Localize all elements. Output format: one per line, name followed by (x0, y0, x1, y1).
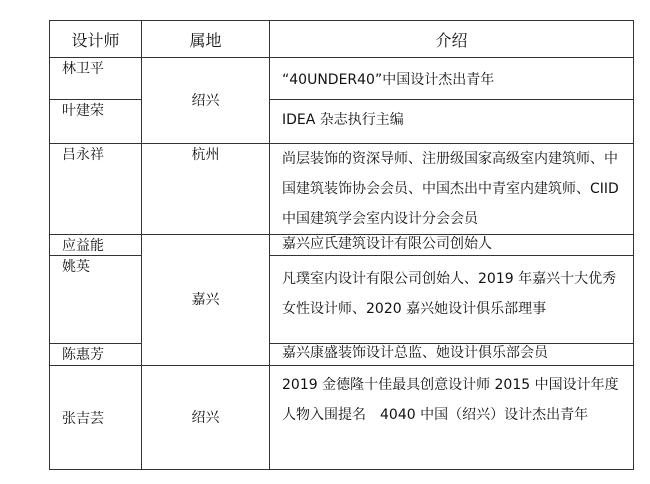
table-row (50, 235, 634, 256)
intro-cell (270, 344, 634, 366)
table-row (50, 144, 634, 235)
intro-cell (270, 366, 634, 470)
intro-cell (270, 100, 634, 144)
header-intro: 介绍 (270, 21, 634, 58)
intro-cell (270, 256, 634, 344)
intro-cell (270, 144, 634, 235)
region-cell: 绍兴 (142, 58, 270, 144)
designer-name: 叶建荣 (50, 100, 142, 144)
table-row (50, 344, 634, 366)
table-header-row (50, 21, 634, 58)
designer-name: 林卫平 (50, 58, 142, 100)
intro-text: 2019 金德隆十佳最具创意设计师 2015 中国设计年度人物入围提名 4040 中国（绍兴）设计杰出青年 (282, 377, 619, 423)
intro-text: “40UNDER40”中国设计杰出青年 (282, 72, 495, 88)
intro-text: 凡璞室内设计有限公司创始人、2019 年嘉兴十大优秀女性设计师、2020 嘉兴她设计俱乐部理事 (282, 271, 617, 317)
table-row (50, 100, 634, 144)
designer-name: 张吉芸 (50, 366, 142, 470)
intro-text: 嘉兴应氏建筑设计有限公司创始人 (282, 236, 492, 252)
table-row (50, 256, 634, 344)
intro-cell (270, 235, 634, 256)
designer-name: 姚英 (50, 256, 142, 344)
designer-name: 吕永祥 (50, 144, 142, 235)
designer-name: 陈惠芳 (50, 344, 142, 366)
region-cell: 杭州 (142, 144, 270, 235)
intro-text: IDEA 杂志执行主编 (282, 112, 404, 128)
header-designer: 设计师 (50, 21, 142, 58)
region-cell: 嘉兴 (142, 235, 270, 366)
intro-text: 嘉兴康盛装饰设计总监、她设计俱乐部会员 (282, 345, 548, 361)
header-region: 属地 (142, 21, 270, 58)
designer-name: 应益能 (50, 235, 142, 256)
table-row (50, 58, 634, 100)
designer-table (49, 20, 634, 470)
intro-cell (270, 58, 634, 100)
table-row (50, 366, 634, 470)
region-cell: 绍兴 (142, 366, 270, 470)
intro-text: 尚层装饰的资深导师、注册级国家高级室内建筑师、中国建筑装饰协会会员、中国杰出中青室内建筑师、CIID 中国建筑学会室内设计分会会员 (282, 151, 619, 227)
